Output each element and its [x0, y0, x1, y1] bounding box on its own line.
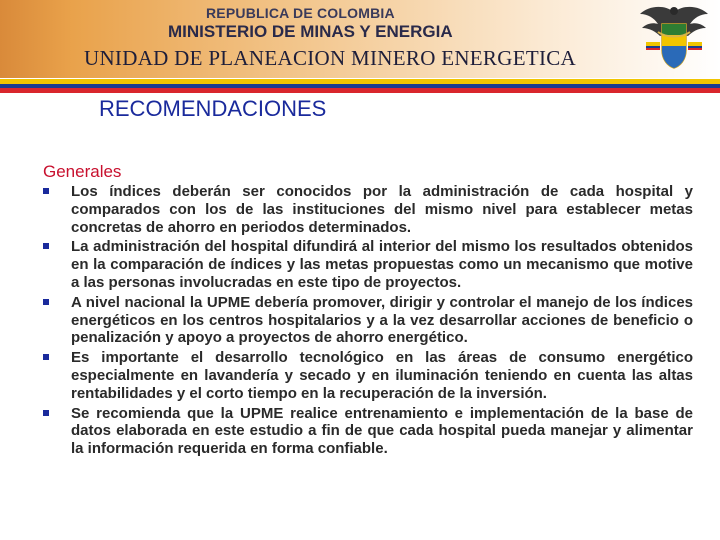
list-item-text: La administración del hospital difundirá al interior del mismo los resultados obtenidos en la comparación de índices y las metas propuestas como un mecanismo que motive a las personas involucradas en este tipo de proyectos. — [71, 238, 693, 291]
header-ministry: MINISTERIO DE MINAS Y ENERGIA — [168, 22, 453, 41]
square-bullet-icon — [43, 188, 49, 194]
square-bullet-icon — [43, 354, 49, 360]
slide-title: RECOMENDACIONES — [99, 96, 327, 121]
list-item-text: Se recomienda que la UPME realice entrenamiento e implementación de la base de datos elaborada en este estudio a fin de que cada hospital pueda manejar y alimentar la información requerida en forma confiable. — [71, 404, 693, 458]
square-bullet-icon — [43, 410, 49, 416]
square-bullet-icon — [43, 299, 49, 305]
square-bullet-icon — [43, 243, 49, 249]
list-item-text: A nivel nacional la UPME debería promover, dirigir y controlar el manejo de los índices energéticos en los centros hospitalarios y a la vez desarrollar acciones de beneficio o penalización y apoyo a proyectos de ahorro energético. — [71, 293, 693, 347]
slide-subtitle: Generales — [43, 162, 122, 181]
header-unit: UNIDAD DE PLANEACION MINERO ENERGETICA — [84, 46, 577, 70]
list-item — [43, 349, 693, 402]
header-republic: REPUBLICA DE COLOMBIA — [206, 5, 395, 21]
header-banner — [0, 0, 720, 78]
recommendations-list — [43, 183, 693, 460]
list-item — [43, 183, 693, 236]
list-item-text: Es importante el desarrollo tecnológico en las áreas de consumo energético especialmente en lavandería y secado y en iluminación teniendo en cuenta las altas rentabilidades y el corto tiempo en la recuperación de la inversión. — [71, 349, 693, 402]
coat-of-arms-icon — [636, 2, 712, 76]
list-item — [43, 405, 693, 458]
list-item — [43, 294, 693, 347]
list-item — [43, 238, 693, 291]
flag-stripe-red — [0, 88, 720, 93]
list-item-text: Los índices deberán ser conocidos por la administración de cada hospital y comparados con los de las instituciones del mismo nivel para establecer metas concretas de ahorro en periodos determinados. — [71, 183, 693, 236]
